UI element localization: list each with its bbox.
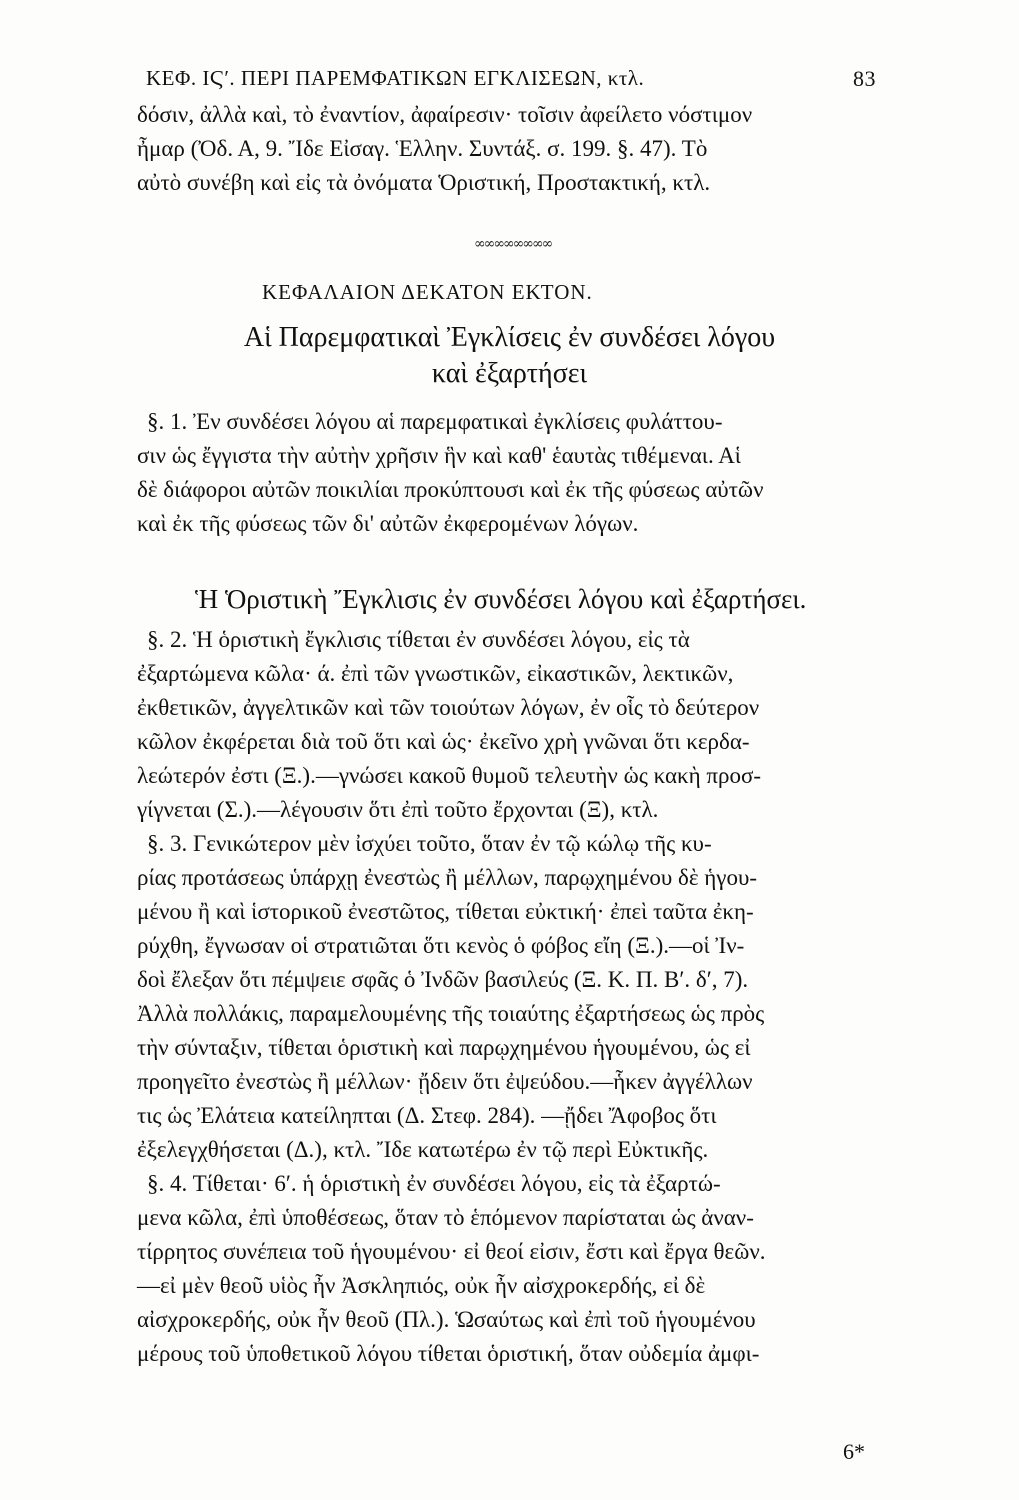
text-line: δοὶ ἔλεξαν ὅτι πέμψειε σφᾶς ὁ Ἰνδῶν βασιλεύς (Ξ. Κ. Π. Βʹ. δʹ, 7). [137, 967, 749, 992]
running-title: ΚΕΦ. ΙϚʹ. ΠΕΡΙ ΠΑΡΕΜΦΑΤΙΚΩΝ ΕΓΚΛΙΣΕΩΝ, κτλ. [146, 66, 645, 90]
text-line: μέρους τοῦ ὑποθετικοῦ λόγου τίθεται ὁριστική, ὅταν οὐδεμία ἀμφι- [137, 1341, 760, 1366]
text-line: §. 4. Τίθεται· 6ʹ. ἡ ὁριστικὴ ἐν συνδέσει λόγου, εἰς τὰ ἐξαρτώ- [147, 1171, 721, 1196]
text-line: καὶ ἐκ τῆς φύσεως τῶν δι' αὐτῶν ἐκφερομένων λόγων. [137, 511, 639, 536]
text-line: ρίας προτάσεως ὑπάρχῃ ἐνεστὼς ἢ μέλλων, παρῳχημένου δὲ ἡγου- [137, 865, 758, 890]
text-line: λεώτερόν ἐστι (Ξ.).—γνώσει κακοῦ θυμοῦ τελευτὴν ὡς κακὴ προσ- [137, 763, 762, 788]
text-line: Ἀλλὰ πολλάκις, παραμελουμένης τῆς τοιαύτης ἐξαρτήσεως ὡς πρὸς [137, 1001, 765, 1026]
text-line: γίγνεται (Σ.).—λέγουσιν ὅτι ἐπὶ τοῦτο ἔρχονται (Ξ), κτλ. [137, 797, 659, 822]
text-line: τις ὡς Ἐλάτεια κατείληπται (Δ. Στεφ. 284). —ᾔδει Ἄφοβος ὅτι [137, 1103, 717, 1128]
signature-mark: 6* [843, 1439, 865, 1464]
text-line: ἐκθετικῶν, ἀγγελτικῶν καὶ τῶν τοιούτων λόγων, ἐν οἷς τὸ δεύτερον [137, 695, 760, 720]
text-line: σιν ὡς ἔγγιστα τὴν αὐτὴν χρῆσιν ἣν καὶ καθ' ἑαυτὰς τιθέμεναι. Αἱ [137, 443, 741, 468]
text-line: αἰσχροκερδής, οὐκ ἦν θεοῦ (Πλ.). Ὡσαύτως καὶ ἐπὶ τοῦ ἡγουμένου [137, 1307, 756, 1332]
text-line: ἦμαρ (Ὀδ. Α, 9. Ἴδε Εἰσαγ. Ἑλλην. Συντάξ. σ. 199. §. 47). Τὸ [137, 136, 708, 161]
text-line: §. 3. Γενικώτερον μὲν ἰσχύει τοῦτο, ὅταν ἐν τῷ κώλῳ τῆς κυ- [147, 831, 712, 856]
text-line: μενα κῶλα, ἐπὶ ὑποθέσεως, ὅταν τὸ ἑπόμενον παρίσταται ὡς ἀναν- [137, 1205, 754, 1230]
text-line: μένου ἢ καὶ ἱστορικοῦ ἐνεστῶτος, τίθεται εὐκτική· ἐπεὶ ταῦτα ἐκη- [137, 899, 754, 924]
text-line: κῶλον ἐκφέρεται διὰ τοῦ ὅτι καὶ ὡς· ἐκεῖνο χρὴ γνῶναι ὅτι κερδα- [137, 729, 750, 754]
section-heading: Ἡ Ὁριστικὴ Ἔγκλισις ἐν συνδέσει λόγου καὶ ἐξαρτήσει. [195, 584, 807, 614]
chapter-title: ΚΕΦΑΛΑΙΟΝ ΔΕΚΑΤΟΝ ΕΚΤΟΝ. [262, 280, 593, 304]
text-line: —εἰ μὲν θεοῦ υἱὸς ἦν Ἀσκληπιός, οὐκ ἦν αἰσχροκερδής, εἰ δὲ [137, 1273, 706, 1298]
text-line: ἐξελεγχθήσεται (Δ.), κτλ. Ἴδε κατωτέρω ἐν τῷ περὶ Εὐκτικῆς. [137, 1137, 709, 1162]
text-line: ἐξαρτώμενα κῶλα· ά. ἐπὶ τῶν γνωστικῶν, εἰκαστικῶν, λεκτικῶν, [137, 661, 734, 686]
running-head [146, 66, 876, 91]
page-number: 83 [853, 66, 876, 91]
text-line: §. 1. Ἐν συνδέσει λόγου αἱ παρεμφατικαὶ ἐγκλίσεις φυλάττου- [147, 409, 723, 434]
chapter-subtitle-line-1: Αἱ Παρεμφατικαὶ Ἐγκλίσεις ἐν συνδέσει λόγου [243, 322, 776, 353]
text-line: ρύχθη, ἔγνωσαν οἱ στρατιῶται ὅτι κενὸς ὁ φόβος εἴη (Ξ.).—οἱ Ἰν- [137, 933, 745, 958]
chapter-subtitle-line-2: καὶ ἐξαρτήσει [431, 358, 588, 389]
text-line: τὴν σύνταξιν, τίθεται ὁριστικὴ καὶ παρῳχημένου ἡγουμένου, ὡς εἰ [137, 1035, 751, 1060]
ornament-divider: ∞∞∞∞∞∞∞∞ [474, 236, 552, 252]
text-line: προηγεῖτο ἐνεστὼς ἢ μέλλων· ᾔδειν ὅτι ἐψεύδου.—ἧκεν ἀγγέλλων [137, 1069, 753, 1094]
text-line: δὲ διάφοροι αὐτῶν ποικιλίαι προκύπτουσι καὶ ἐκ τῆς φύσεως αὐτῶν [137, 477, 764, 502]
text-line: τίρρητος συνέπεια τοῦ ἡγουμένου· εἰ θεοί εἰσιν, ἔστι καὶ ἔργα θεῶν. [137, 1239, 766, 1264]
text-line: §. 2. Ἡ ὁριστικὴ ἔγκλισις τίθεται ἐν συνδέσει λόγου, εἰς τὰ [147, 627, 690, 652]
text-line: αὐτὸ συνέβη καὶ εἰς τὰ ὀνόματα Ὁριστική, Προστακτική, κτλ. [137, 170, 711, 195]
text-line: δόσιν, ἀλλὰ καὶ, τὸ ἐναντίον, ἀφαίρεσιν· τοῖσιν ἀφείλετο νόστιμον [137, 102, 753, 127]
